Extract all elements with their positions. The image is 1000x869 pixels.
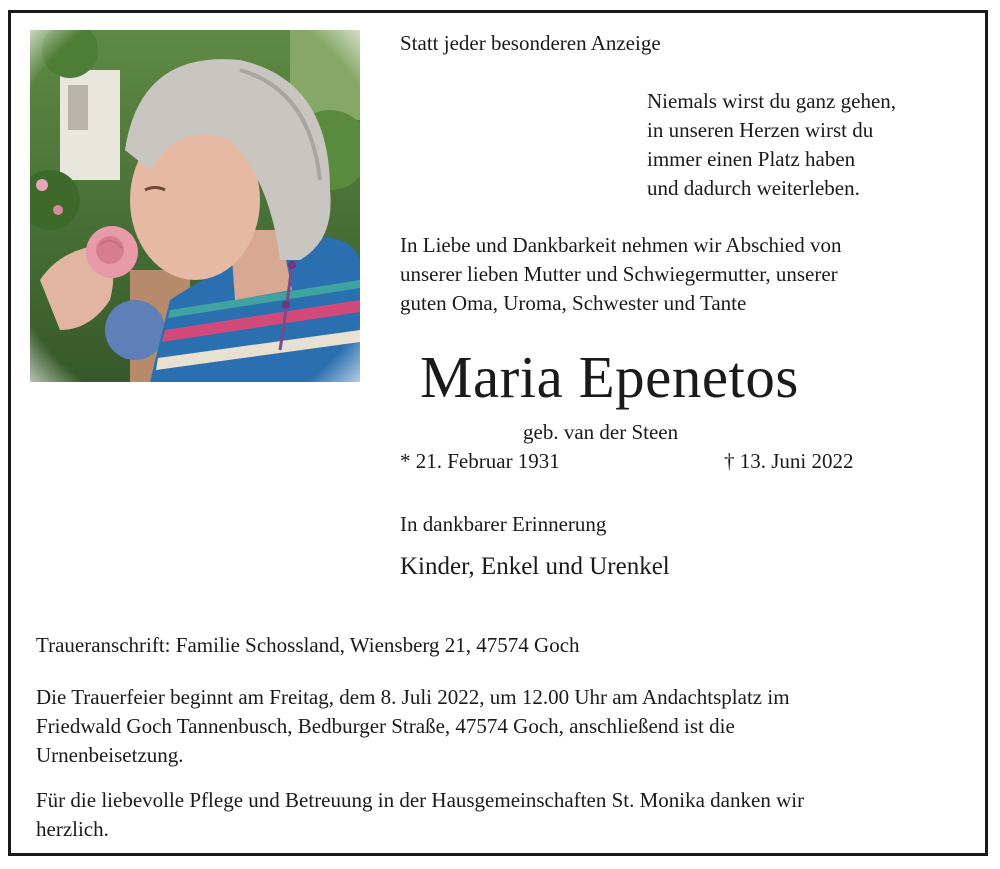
portrait-photo	[30, 30, 360, 382]
birth-date: * 21. Februar 1931	[400, 449, 560, 473]
ceremony-line: Friedwald Goch Tannenbusch, Bedburger Straße, 47574 Goch, anschließend ist die	[36, 714, 735, 738]
thanks-line: herzlich.	[36, 817, 109, 841]
intro-line: unserer lieben Mutter und Schwiegermutter, unserer	[400, 262, 838, 286]
intro-line: guten Oma, Uroma, Schwester und Tante	[400, 291, 747, 315]
poem	[647, 87, 896, 203]
notice-header: Statt jeder besonderen Anzeige	[400, 31, 661, 55]
deceased-name: Maria Epenetos	[420, 344, 799, 410]
intro-line: In Liebe und Dankbarkeit nehmen wir Abschied von	[400, 233, 842, 257]
birth-name: geb. van der Steen	[523, 420, 679, 444]
ceremony-info	[36, 683, 790, 770]
farewell-intro	[400, 231, 841, 318]
poem-line: und dadurch weiterleben.	[647, 176, 860, 200]
ceremony-line: Urnenbeisetzung.	[36, 743, 184, 767]
thanks-note	[36, 786, 804, 844]
mourning-address: Traueranschrift: Familie Schossland, Wiensberg 21, 47574 Goch	[36, 633, 580, 657]
remembrance-line: In dankbarer Erinnerung	[400, 512, 607, 536]
poem-line: in unseren Herzen wirst du	[647, 118, 874, 142]
poem-line: Niemals wirst du ganz gehen,	[647, 89, 897, 113]
thanks-line: Für die liebevolle Pflege und Betreuung in der Hausgemeinschaften St. Monika danken wir	[36, 788, 805, 812]
poem-line: immer einen Platz haben	[647, 147, 856, 171]
ceremony-line: Die Trauerfeier beginnt am Freitag, dem 8. Juli 2022, um 12.00 Uhr am Andachtsplatz im	[36, 685, 790, 709]
death-date: † 13. Juni 2022	[724, 449, 854, 473]
signers: Kinder, Enkel und Urenkel	[400, 553, 670, 580]
